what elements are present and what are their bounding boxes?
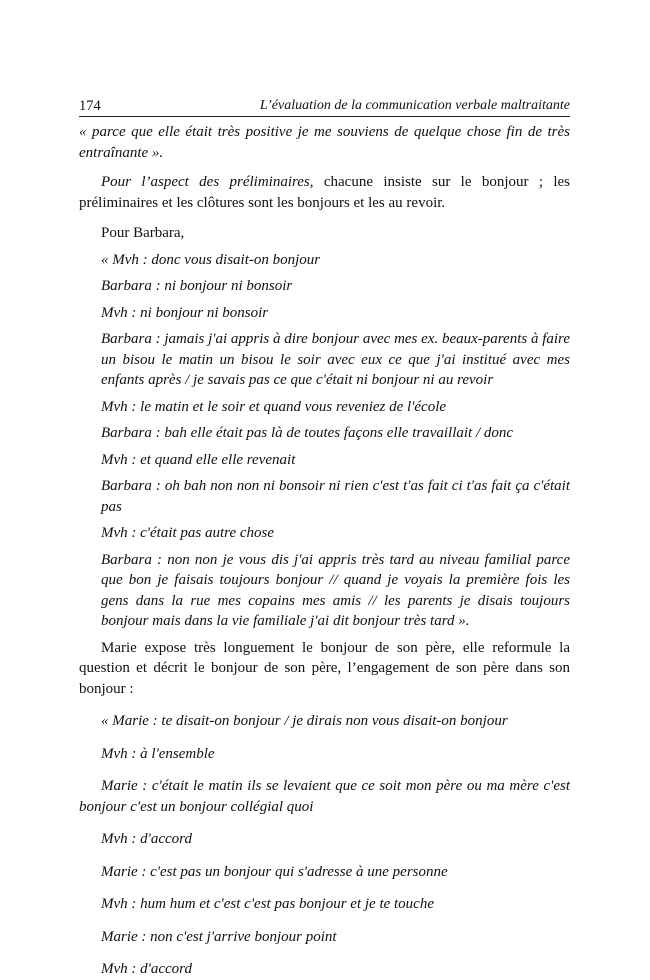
dialogue-line: Mvh : c'était pas autre chose bbox=[101, 525, 275, 541]
body-paragraph-preliminaries bbox=[79, 172, 570, 213]
dialogue-line: « Mvh : donc vous disait-on bonjour bbox=[101, 251, 321, 268]
quote-continuation: « parce que elle était très positive je me souviens de quelque chose fin de très entraînante ». bbox=[79, 124, 570, 161]
dialogue-line: Mvh : et quand elle elle revenait bbox=[101, 451, 296, 468]
dialogue-line: Mvh : ni bonjour ni bonsoir bbox=[101, 304, 269, 321]
dialogue-line: Mvh : le matin et le soir et quand vous reveniez de l'école bbox=[101, 398, 447, 415]
dialogue-line: Barbara : ni bonjour ni bonsoir bbox=[101, 278, 293, 294]
page-header bbox=[79, 96, 570, 117]
dialogue-line: Marie : c'était le matin ils se levaient que ce soit mon père ou ma mère c'est bonjour c'est un bonjour collégial quoi bbox=[79, 778, 570, 815]
dialogue-line: Marie : c'est pas un bonjour qui s'adresse à une personne bbox=[101, 863, 448, 880]
dialogue-line: Mvh : à l'ensemble bbox=[101, 745, 215, 762]
book-page bbox=[79, 96, 570, 980]
dialogue-line: Mvh : hum hum et c'est c'est pas bonjour et je te touche bbox=[101, 896, 434, 912]
dialogue-line: Barbara : non non je vous dis j'ai appris très tard au niveau familial parce que bon je faisais toujours bonjour // quand je voyais la première fois les gens dans la rue mes copains mes amis // les parents je disais toujours bonjour mais dans la vie familiale j'ai dit bonjour très tard ». bbox=[101, 551, 570, 629]
paragraph-rest: , chacune insiste sur le bonjour ; les préliminaires et les clôtures sont les bonjours et les au revoir. bbox=[79, 174, 570, 211]
intro-barbara: Pour Barbara, bbox=[101, 225, 185, 241]
page-number: 174 bbox=[79, 98, 101, 114]
emphasis-phrase: Pour l’aspect des préliminaires bbox=[101, 174, 310, 190]
page-body bbox=[79, 122, 570, 980]
running-title: L’évaluation de la communication verbale maltraitante bbox=[259, 98, 570, 113]
dialogue-line: Mvh : d'accord bbox=[101, 831, 192, 847]
body-paragraph-marie: Marie expose très longuement le bonjour de son père, elle reformule la question et décrit le bonjour de son père, l’engagement de son père dans son bonjour : bbox=[79, 639, 570, 697]
dialogue-line: Barbara : oh bah non non ni bonsoir ni rien c'est t'as fait ci t'as fait ça c'était pas bbox=[101, 478, 570, 515]
dialogue-line: Mvh : d'accord bbox=[101, 961, 192, 977]
dialogue-line: Marie : non c'est j'arrive bonjour point bbox=[101, 928, 337, 945]
dialogue-line: Barbara : bah elle était pas là de toutes façons elle travaillait / donc bbox=[101, 425, 514, 441]
dialogue-line: Barbara : jamais j'ai appris à dire bonjour avec mes ex. beaux-parents à faire un bisou le matin un bisou le soir avec eux ce que j'ai institué avec mes enfants après / je savais pas ce que c'était ni bonjour ni au revoir bbox=[101, 331, 570, 388]
dialogue-line: « Marie : te disait-on bonjour / je dirais non vous disait-on bonjour bbox=[101, 713, 508, 729]
